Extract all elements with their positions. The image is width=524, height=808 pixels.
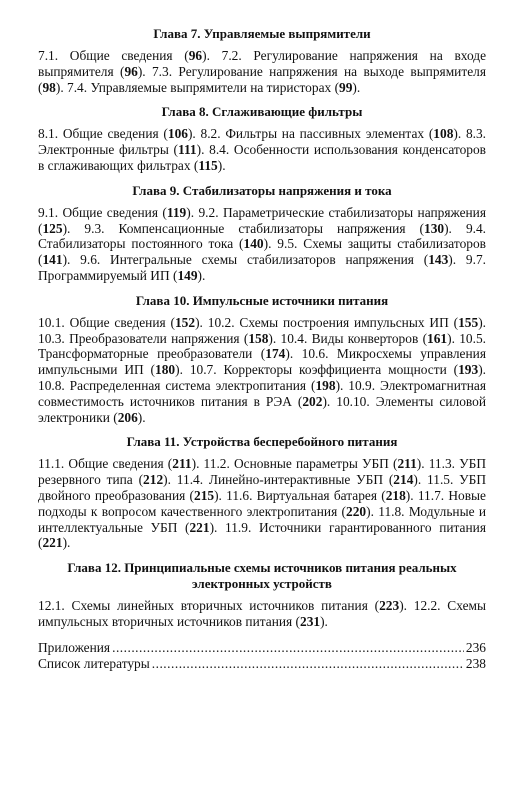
chapter-block bbox=[38, 293, 486, 426]
chapter-block bbox=[38, 434, 486, 551]
chapter-title: Глава 11. Устройства бесперебойного питания bbox=[126, 434, 398, 450]
section-page: 119 bbox=[166, 204, 187, 220]
chapter-title: Глава 7. Управляемые выпрямители bbox=[153, 26, 371, 41]
section-page: 215 bbox=[194, 487, 215, 503]
section-page: 96 bbox=[188, 48, 203, 63]
section-title: 11.3. УБП резервного типа bbox=[38, 456, 486, 488]
section-title: 8.4. Особенности использования конденсаторов в сглаживающих фильтрах bbox=[38, 142, 486, 173]
section-page: 96 bbox=[124, 63, 138, 79]
chapter-sections: 9.1. Общие сведения (119). 9.2. Параметрические стабилизаторы напряжения (125). 9.3. Компенсационные стабилизаторы напряжения (130). 9.4. Стабилизаторы постоянного тока (140). 9.5. Схемы защиты стабилизаторов (141). 9.6. Интегральные схемы стабилизаторов напряжения (143). 9.7. Программируемый ИП (149). bbox=[38, 204, 487, 283]
section-page: 218 bbox=[385, 487, 406, 503]
chapter-title: Глава 10. Импульсные источники питания bbox=[135, 292, 389, 308]
section-page: 99 bbox=[339, 79, 353, 95]
section-page: 143 bbox=[428, 252, 449, 268]
chapter-sections: 10.1. Общие сведения (152). 10.2. Схемы построения импульсных ИП (155). 10.3. Преобразователи напряжения (158). 10.4. Виды конверторов (161). 10.5. Трансформаторные преобразователи (174). 10.6. Микросхемы управления импульсными ИП (180). 10.7. Корректоры коэффициента мощности (193). 10.8. Распределенная система электропитания (198). 10.9. Электромагнитная совместимость источников питания в РЭА (202). 10.10. Элементы силовой электроники (206). bbox=[38, 314, 487, 425]
appendix-list bbox=[38, 640, 486, 672]
section-page: 125 bbox=[42, 220, 63, 236]
section-title: 8.2. Фильтры на пассивных элементах bbox=[200, 126, 425, 142]
chapter-block bbox=[38, 560, 486, 630]
section-title: 11.2. Основные параметры УБП bbox=[203, 456, 389, 472]
section-title: 11.8. Модульные и интеллектуальные УБП bbox=[38, 503, 487, 535]
section-title: 10.6. Микросхемы управления импульсными ИП bbox=[38, 346, 486, 378]
chapter-block bbox=[38, 26, 486, 95]
section-title: 9.6. Интегральные схемы стабилизаторов напряжения bbox=[80, 252, 414, 268]
chapter-list bbox=[38, 26, 486, 630]
section-title: 11.1. Общие сведения bbox=[38, 456, 164, 472]
leader-dots bbox=[152, 656, 464, 672]
appendix-label: Приложения bbox=[38, 639, 111, 655]
section-page: 221 bbox=[189, 519, 210, 535]
chapter-block bbox=[38, 104, 486, 173]
section-page: 193 bbox=[458, 362, 479, 378]
toc-page bbox=[38, 26, 486, 672]
section-title: 9.5. Схемы защиты стабилизаторов bbox=[277, 236, 486, 252]
appendix-row bbox=[38, 640, 486, 656]
section-title: 7.4. Управляемые выпрямители на тиристорах bbox=[67, 79, 332, 95]
section-title: 12.1. Схемы линейных вторичных источников питания bbox=[38, 598, 368, 614]
chapter-title: Глава 12. Принципиальные схемы источников питания реальных электронных устройств bbox=[67, 560, 457, 592]
section-page: 174 bbox=[265, 346, 286, 362]
section-title: 12.2. Схемы импульсных вторичных источников питания bbox=[38, 598, 486, 629]
section-page: 98 bbox=[42, 79, 56, 95]
section-page: 149 bbox=[177, 267, 198, 283]
section-title: 10.7. Корректоры коэффициента мощности bbox=[189, 362, 447, 378]
section-page: 202 bbox=[302, 393, 323, 409]
section-page: 220 bbox=[346, 503, 367, 519]
section-title: 11.7. Новые подходы к вопросом качественного электропитания bbox=[38, 487, 486, 519]
section-title: 10.1. Общие сведения bbox=[38, 314, 166, 330]
section-page: 130 bbox=[424, 220, 445, 236]
section-page: 198 bbox=[315, 377, 336, 393]
section-page: 221 bbox=[42, 535, 63, 551]
section-title: 11.4. Линейно-интерактивные УБП bbox=[176, 472, 383, 488]
section-title: 8.3. Электронные фильтры bbox=[38, 126, 487, 158]
section-page: 152 bbox=[174, 314, 196, 330]
section-page: 115 bbox=[198, 157, 218, 173]
section-title: 10.2. Схемы построения импульсных ИП bbox=[207, 314, 449, 330]
chapter-sections: 8.1. Общие сведения (106). 8.2. Фильтры на пассивных элементах (108). 8.3. Электронные фильтры (111). 8.4. Особенности использования конденсаторов в сглаживающих фильтрах (115). bbox=[38, 126, 487, 173]
appendix-page: 236 bbox=[465, 639, 486, 655]
appendix-label: Список литературы bbox=[38, 655, 150, 671]
chapter-title: Глава 8. Сглаживающие фильтры bbox=[161, 104, 363, 120]
section-title: 10.3. Преобразователи напряжения bbox=[38, 330, 240, 346]
section-page: 161 bbox=[427, 330, 448, 346]
section-page: 211 bbox=[172, 456, 192, 472]
section-title: 10.10. Элементы силовой электроники bbox=[38, 393, 486, 425]
section-page: 111 bbox=[178, 142, 197, 158]
section-title: 11.6. Виртуальная батарея bbox=[226, 487, 377, 503]
appendix-row bbox=[38, 656, 486, 672]
chapter-title: Глава 9. Стабилизаторы напряжения и тока bbox=[132, 182, 392, 198]
section-title: 7.1. Общие сведения bbox=[38, 48, 173, 63]
section-page: 158 bbox=[248, 330, 269, 346]
section-page: 214 bbox=[393, 472, 414, 488]
section-page: 211 bbox=[397, 456, 417, 472]
section-page: 108 bbox=[433, 126, 454, 142]
section-page: 180 bbox=[155, 362, 176, 378]
chapter-block bbox=[38, 183, 486, 284]
section-title: 10.4. Виды конверторов bbox=[280, 330, 419, 346]
section-title: 10.5. Трансформаторные преобразователи bbox=[38, 330, 487, 362]
section-page: 106 bbox=[167, 126, 188, 142]
section-title: 11.5. УБП двойного преобразования bbox=[38, 472, 487, 503]
chapter-sections: 7.1. Общие сведения (96). 7.2. Регулирование напряжения на входе выпрямителя (96). 7.3. Регулирование напряжения на выходе выпрямителя (98). 7.4. Управляемые выпрямители на тиристорах (99). bbox=[38, 48, 487, 95]
section-title: 11.9. Источники гарантированного питания bbox=[225, 519, 486, 535]
section-title: 7.2. Регулирование напряжения на входе выпрямителя bbox=[38, 48, 487, 79]
leader-dots bbox=[112, 640, 464, 656]
section-title: 8.1. Общие сведения bbox=[38, 126, 159, 142]
section-page: 155 bbox=[458, 314, 479, 330]
section-page: 231 bbox=[300, 613, 321, 629]
section-title: 9.1. Общие сведения bbox=[38, 204, 158, 220]
section-title: 10.9. Электромагнитная совместимость источников питания в РЭА bbox=[38, 377, 487, 409]
section-page: 141 bbox=[42, 252, 63, 268]
section-page: 212 bbox=[143, 472, 164, 488]
section-page: 206 bbox=[117, 409, 138, 425]
chapter-sections: 11.1. Общие сведения (211). 11.2. Основные параметры УБП (211). 11.3. УБП резервного типа (212). 11.4. Линейно-интерактивные УБП (214). 11.5. УБП двойного преобразования (215). 11.6. Виртуальная батарея (218). 11.7. Новые подходы к вопросом качественного электропитания (220). 11.8. Модульные и интеллектуальные УБП (221). 11.9. Источники гарантированного питания (221). bbox=[38, 456, 487, 551]
section-title: 10.8. Распределенная система электропитания bbox=[38, 377, 307, 393]
section-title: 9.2. Параметрические стабилизаторы напряжения bbox=[198, 204, 487, 220]
section-title: 7.3. Регулирование напряжения на выходе выпрямителя bbox=[151, 63, 486, 79]
section-page: 223 bbox=[379, 598, 400, 614]
section-title: 9.7. Программируемый ИП bbox=[38, 252, 486, 283]
section-title: 9.4. Стабилизаторы постоянного тока bbox=[38, 220, 487, 252]
section-page: 140 bbox=[243, 236, 264, 252]
appendix-page: 238 bbox=[465, 655, 486, 671]
chapter-sections: 12.1. Схемы линейных вторичных источников питания (223). 12.2. Схемы импульсных вторичных источников питания (231). bbox=[38, 598, 486, 629]
section-title: 9.3. Компенсационные стабилизаторы напряжения bbox=[84, 220, 406, 236]
